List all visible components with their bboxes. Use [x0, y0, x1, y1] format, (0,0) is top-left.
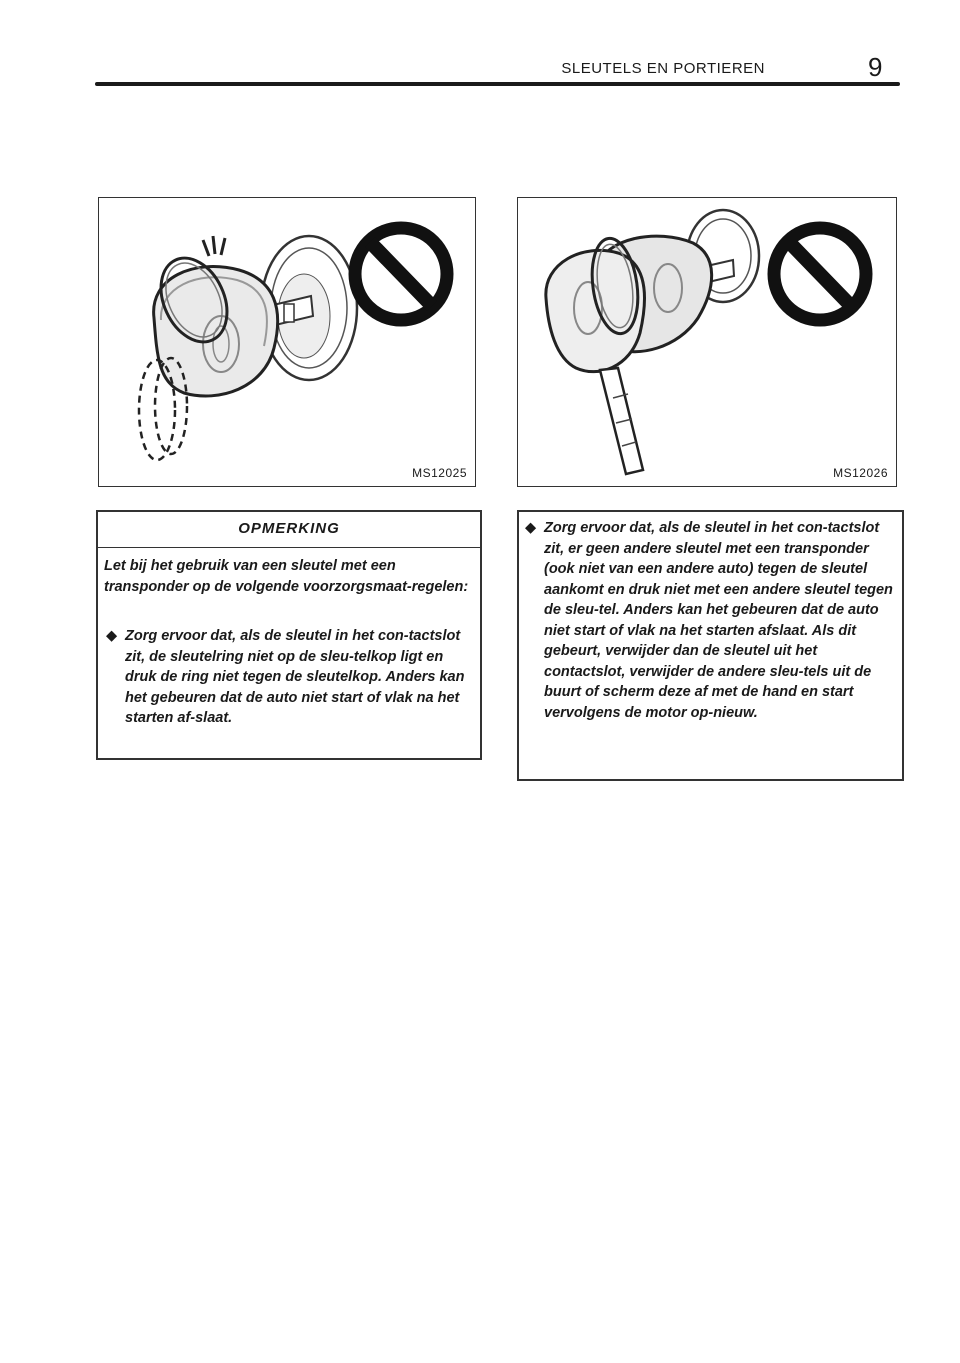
- note-intro: Let bij het gebruik van een sleutel met een transponder op de volgende voorzorgsmaat-regelen:: [104, 558, 469, 595]
- note-bullet-ring: [106, 626, 466, 729]
- note-bullet-other-keys: [525, 518, 895, 723]
- header-rule: [95, 82, 900, 86]
- figure-key-ring-prohibited: [98, 197, 476, 487]
- page-number: 9: [868, 52, 883, 82]
- diamond-bullet-icon: ◆: [525, 520, 537, 536]
- figure-two-keys-prohibited: [517, 197, 897, 487]
- figure-code: MS12026: [833, 466, 888, 480]
- note-title: OPMERKING: [238, 520, 340, 537]
- diamond-bullet-icon: ◆: [106, 628, 118, 644]
- note-continuation-box: [517, 510, 904, 781]
- two-keys-illustration: [518, 198, 896, 486]
- note-box: [96, 510, 482, 760]
- key-with-ring-illustration: [99, 198, 475, 486]
- bullet-text: Zorg ervoor dat, als de sleutel in het con-tactslot zit, er geen andere sleutel met een transponder (ook niet van een andere auto) tegen de sleutel aankomt en druk niet met een andere sleutel tegen de sleu-tel. Anders kan het gebeuren dat de auto niet start of vlak na het starten afslaat. Als dit gebeurt, verwijder dan de sleutel uit het contactslot, verwijder de andere sleu-tels uit de buurt of scherm deze af met de hand en start vervolgens de motor op-nieuw.: [544, 520, 893, 721]
- note-title-rule: [98, 547, 480, 548]
- section-title: SLEUTELS EN PORTIEREN: [561, 60, 765, 77]
- figure-code: MS12025: [412, 466, 467, 480]
- bullet-text: Zorg ervoor dat, als de sleutel in het con-tactslot zit, de sleutelring niet op de sleu-telkop ligt en druk de ring niet tegen de sleutelkop. Anders kan het gebeuren dat de auto niet start of vlak na het starten af-slaat.: [125, 628, 465, 726]
